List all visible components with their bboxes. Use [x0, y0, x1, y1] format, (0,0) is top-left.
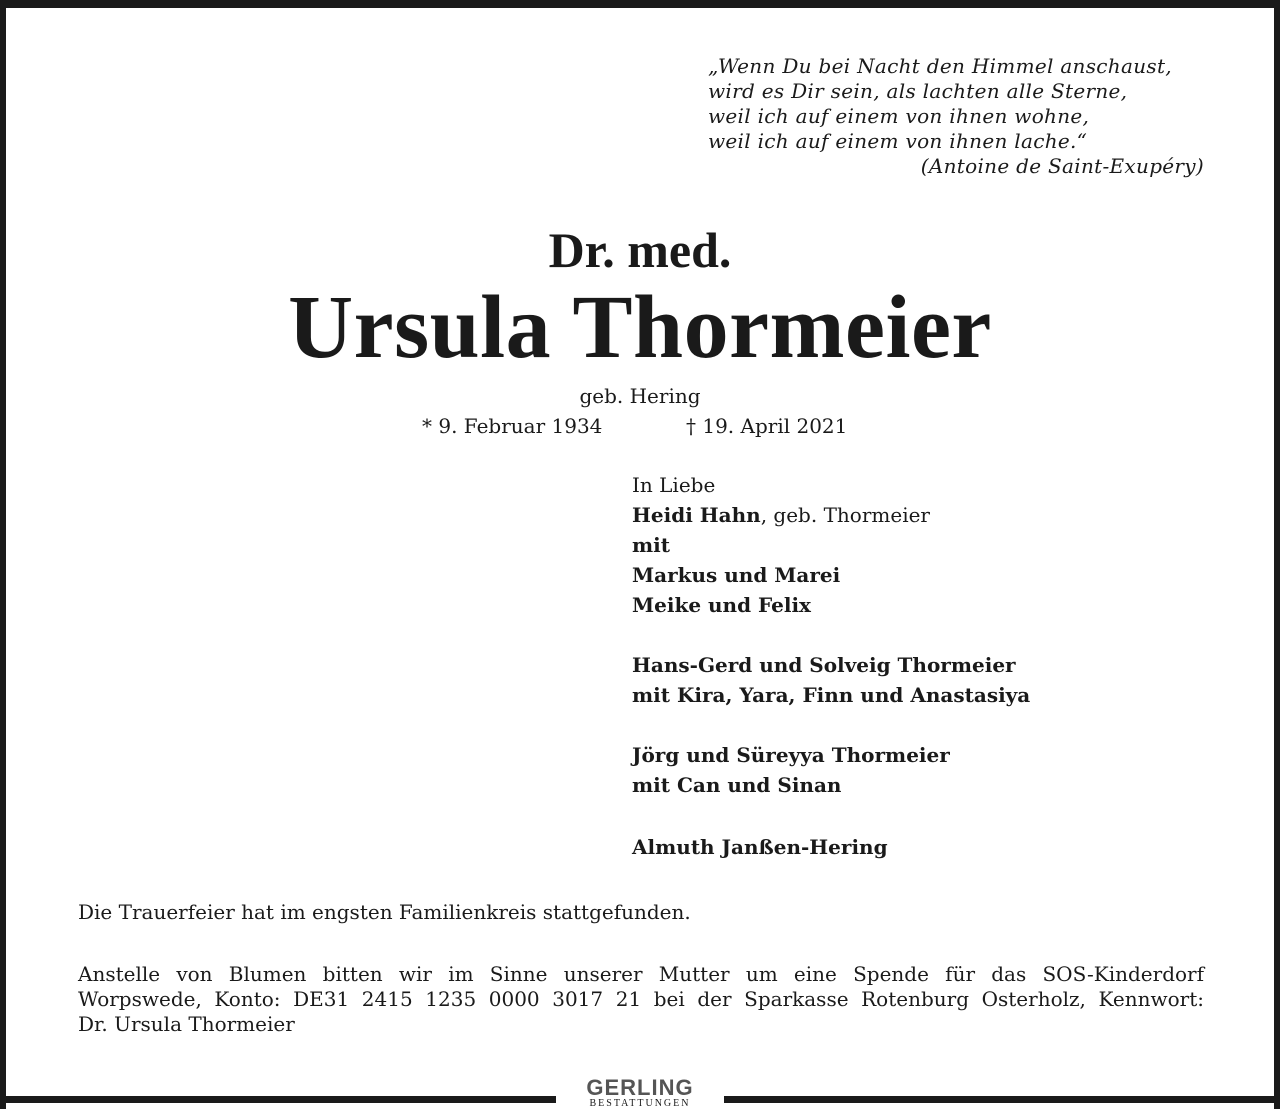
mourner-entry: mit Can und Sinan: [632, 773, 842, 797]
mourner-entry: Hans-Gerd und Solveig Thormeier: [632, 653, 1016, 677]
spacer: [632, 710, 1030, 740]
quote-line: „Wenn Du bei Nacht den Himmel anschaust,: [708, 54, 1172, 78]
spacer: [632, 620, 1030, 650]
mourner-entry: Markus und Marei: [632, 563, 841, 587]
donation-line: Anstelle von Blumen bitten wir im Sinne unserer Mutter um eine Spende für das SOS-Kinderdorf: [78, 962, 1204, 986]
donation-line: Worpswede, Konto: DE31 2415 1235 0000 3017 21 bei der Sparkasse Rotenburg Osterholz, Kennwort:: [78, 987, 1204, 1011]
deceased-maiden-name: geb. Hering: [579, 384, 701, 408]
funeral-home-logo: [556, 1077, 724, 1109]
mourner-name: Heidi Hahn: [632, 503, 761, 527]
quote-line: weil ich auf einem von ihnen wohne,: [708, 104, 1090, 128]
mourners-intro: In Liebe: [632, 473, 716, 497]
mourner-entry: Jörg und Süreyya Thormeier: [632, 743, 950, 767]
mourner-entry: mit Kira, Yara, Finn und Anastasiya: [632, 683, 1031, 707]
quote-line: wird es Dir sein, als lachten alle Sterne,: [708, 79, 1128, 103]
ceremony-note: Die Trauerfeier hat im engsten Familienkreis stattgefunden.: [78, 900, 691, 924]
mourner-entry: Meike und Felix: [632, 593, 811, 617]
deceased-name: Ursula Thormeier: [288, 278, 992, 377]
logo-subtitle: BESTATTUNGEN: [589, 1098, 691, 1109]
logo-brand: GERLING: [586, 1075, 694, 1100]
spacer: [632, 800, 1030, 832]
birth-date: * 9. Februar 1934: [422, 414, 603, 438]
quote-block: [708, 54, 1204, 179]
mourner-entry: [632, 500, 1030, 530]
deceased-title: Dr. med.: [548, 222, 732, 278]
quote-line: weil ich auf einem von ihnen lache.“: [708, 129, 1088, 153]
mourner-name-suffix: , geb. Thormeier: [760, 503, 930, 527]
mourner-entry: mit: [632, 533, 670, 557]
death-date: † 19. April 2021: [686, 414, 848, 438]
mourner-entry: Almuth Janßen-Hering: [632, 835, 888, 859]
quote-author: (Antoine de Saint-Exupéry): [920, 154, 1204, 178]
bottom-rule-right: [724, 1096, 1280, 1103]
mourners-list: [632, 470, 1030, 862]
donation-line: Dr. Ursula Thormeier: [78, 1012, 295, 1036]
donation-note: [78, 962, 1204, 1037]
bottom-rule-left: [0, 1096, 556, 1103]
